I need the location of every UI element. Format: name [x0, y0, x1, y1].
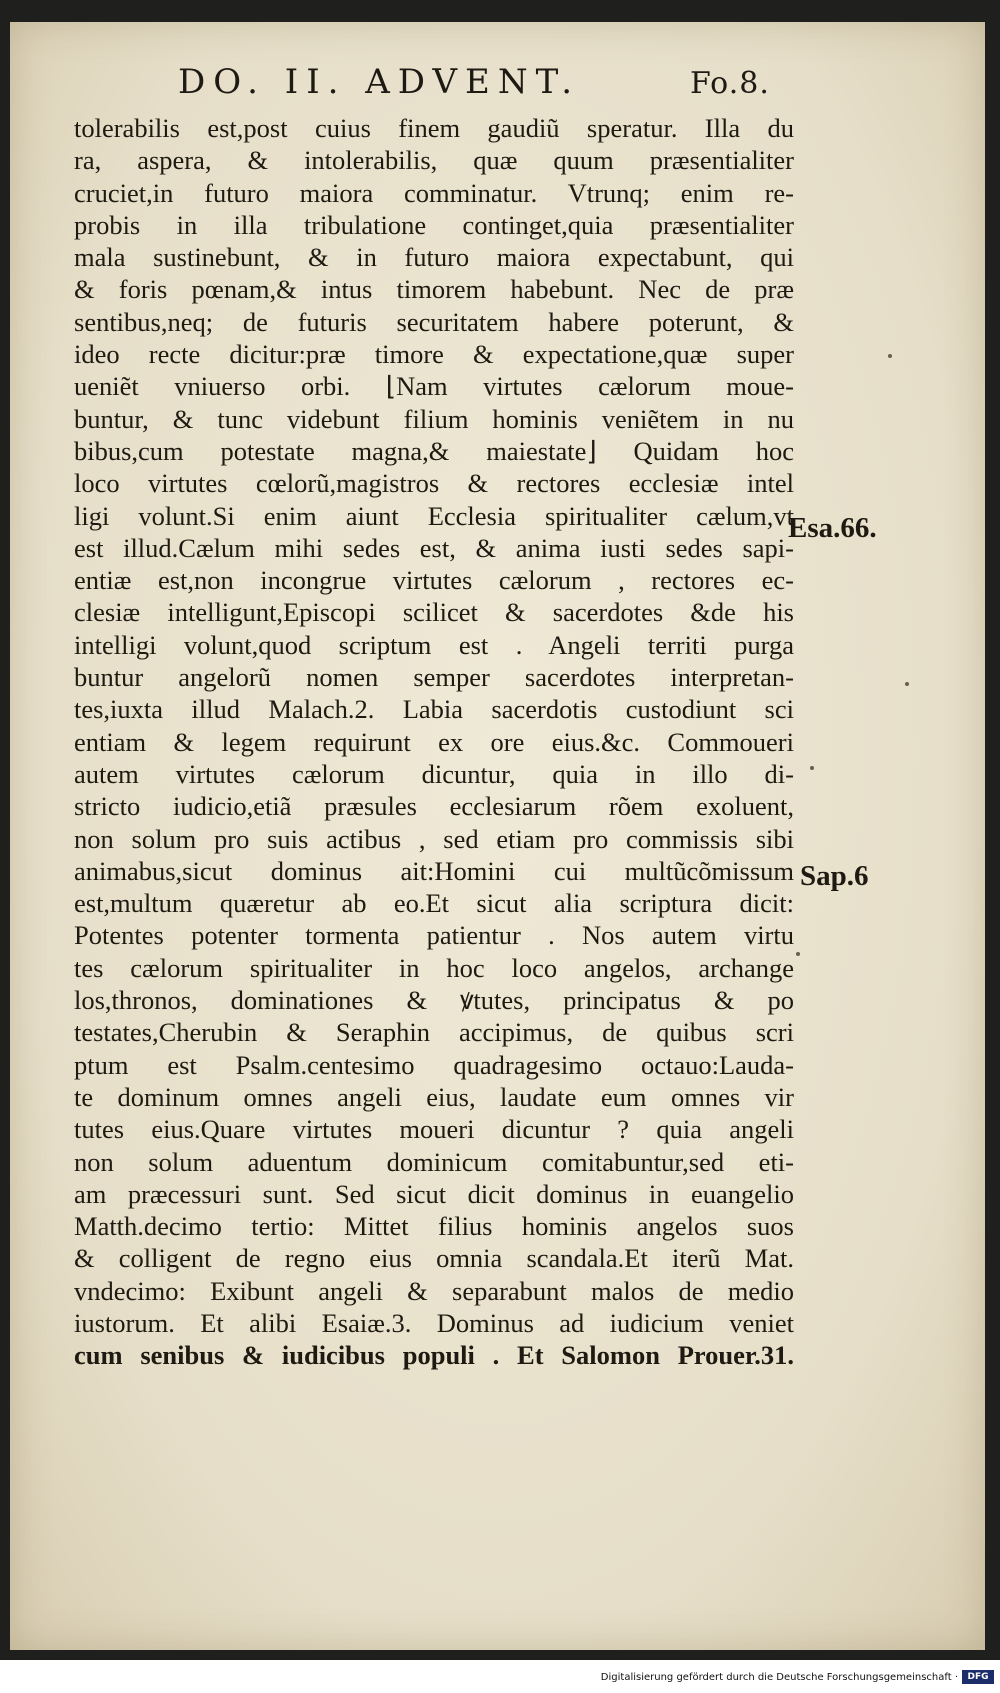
text-line: cruciet,in futuro maiora comminatur. Vtrunq; enim re- [74, 177, 794, 208]
text-line: buntur angelorũ nomen semper sacerdotes interpretan- [74, 662, 794, 693]
ink-speck [888, 354, 892, 358]
text-line: stricto iudicio,etiã præsules ecclesiarum rõem exoluent, [74, 791, 794, 822]
text-line: & colligent de regno eius omnia scandala.Et iterũ Mat. [74, 1243, 794, 1274]
text-line: tes,iuxta illud Malach.2. Labia sacerdotis custodiunt sci [74, 694, 794, 725]
text-line: est,multum quæretur ab eo.Et sicut alia scriptura dicit: [74, 888, 794, 919]
text-line: non solum pro suis actibus , sed etiam pro commissis sibi [74, 823, 794, 854]
text-line: intelligi volunt,quod scriptum est . Angeli territi purga [74, 629, 794, 660]
text-line: am præcessuri sunt. Sed sicut dicit dominus in euangelio [74, 1178, 794, 1209]
text-line: iustorum. Et alibi Esaiæ.3. Dominus ad iudicium veniet [74, 1307, 794, 1338]
text-line: & foris pœnam,& intus timorem habebunt. Nec de præ [74, 274, 794, 305]
text-line: est illud.Cælum mihi sedes est, & anima iusti sedes sapi- [74, 532, 794, 563]
text-line: vndecimo: Exibunt angeli & separabunt malos de medio [74, 1275, 794, 1306]
text-line: ligi volunt.Si enim aiunt Ecclesia spiritualiter cælum,vt [74, 500, 794, 531]
text-line: entiæ est,non incongrue virtutes cælorum , rectores ec- [74, 565, 794, 596]
text-line: animabus,sicut dominus ait:Homini cui multũcõmissum [74, 855, 794, 886]
funding-credit: Digitalisierung gefördert durch die Deutsche Forschungsgemeinschaft · [600, 1672, 958, 1683]
text-line: ra, aspera, & intolerabilis, quæ quum præsentialiter [74, 145, 794, 176]
ink-speck [905, 682, 909, 686]
ink-speck [796, 952, 800, 956]
text-line: Potentes potenter tormenta patientur . Nos autem virtu [74, 920, 794, 951]
text-line: loco virtutes cœlorũ,magistros & rectores ecclesiæ intel [74, 468, 794, 499]
text-line: ideo recte dicitur:præ timore & expectatione,quæ super [74, 339, 794, 370]
text-line: te dominum omnes angeli eius, laudate eum omnes vir [74, 1081, 794, 1112]
text-line: testates,Cherubin & Seraphin accipimus, de quibus scri [74, 1017, 794, 1048]
folio-number: Fo.8. [690, 66, 770, 101]
text-line: autem virtutes cælorum dicuntur, quia in illo di- [74, 758, 794, 789]
text-line: cum senibus & iudicibus populi . Et Salomon Prouer.31. [74, 1340, 794, 1371]
text-line: buntur, & tunc videbunt filium hominis veniẽtem in nu [74, 403, 794, 434]
text-line: tolerabilis est,post cuius finem gaudiũ speratur. Illa du [74, 113, 794, 143]
text-line: tes cælorum spiritualiter in hoc loco angelos, archange [74, 952, 794, 983]
text-line: non solum aduentum dominicum comitabuntur,sed eti- [74, 1146, 794, 1177]
book-page [10, 22, 985, 1650]
footer-bar [0, 1660, 1000, 1693]
page-header [10, 62, 985, 112]
marginal-note-sap: Sap.6 [800, 860, 869, 892]
text-line: ueniẽt vniuerso orbi. ⌊Nam virtutes cælorum moue- [74, 371, 794, 402]
ink-speck [810, 766, 814, 770]
text-line: entiam & legem requirunt ex ore eius.&c. Commoueri [74, 726, 794, 757]
text-line: sentibus,neq; de futuris securitatem habere poterunt, & [74, 306, 794, 337]
text-line: ptum est Psalm.centesimo quadragesimo octauo:Lauda- [74, 1049, 794, 1080]
dfg-logo-icon: DFG [962, 1670, 994, 1684]
running-head: DO. II. ADVENT. [178, 62, 581, 102]
text-line: probis in illa tribulatione continget,quia præsentialiter [74, 209, 794, 240]
text-line: clesiæ intelligunt,Episcopi scilicet & sacerdotes &de his [74, 597, 794, 628]
text-line: Matth.decimo tertio: Mittet filius hominis angelos suos [74, 1211, 794, 1242]
text-line: bibus,cum potestate magna,& maiestate⌋ Quidam hoc [74, 435, 794, 466]
marginal-note-esa: Esa.66. [788, 512, 877, 544]
text-line: tutes eius.Quare virtutes moueri dicuntur ? quia angeli [74, 1114, 794, 1145]
text-line: los,thronos, dominationes & ꝟtutes, principatus & po [74, 985, 794, 1016]
body-text [74, 112, 794, 1372]
text-line: mala sustinebunt, & in futuro maiora expectabunt, qui [74, 242, 794, 273]
